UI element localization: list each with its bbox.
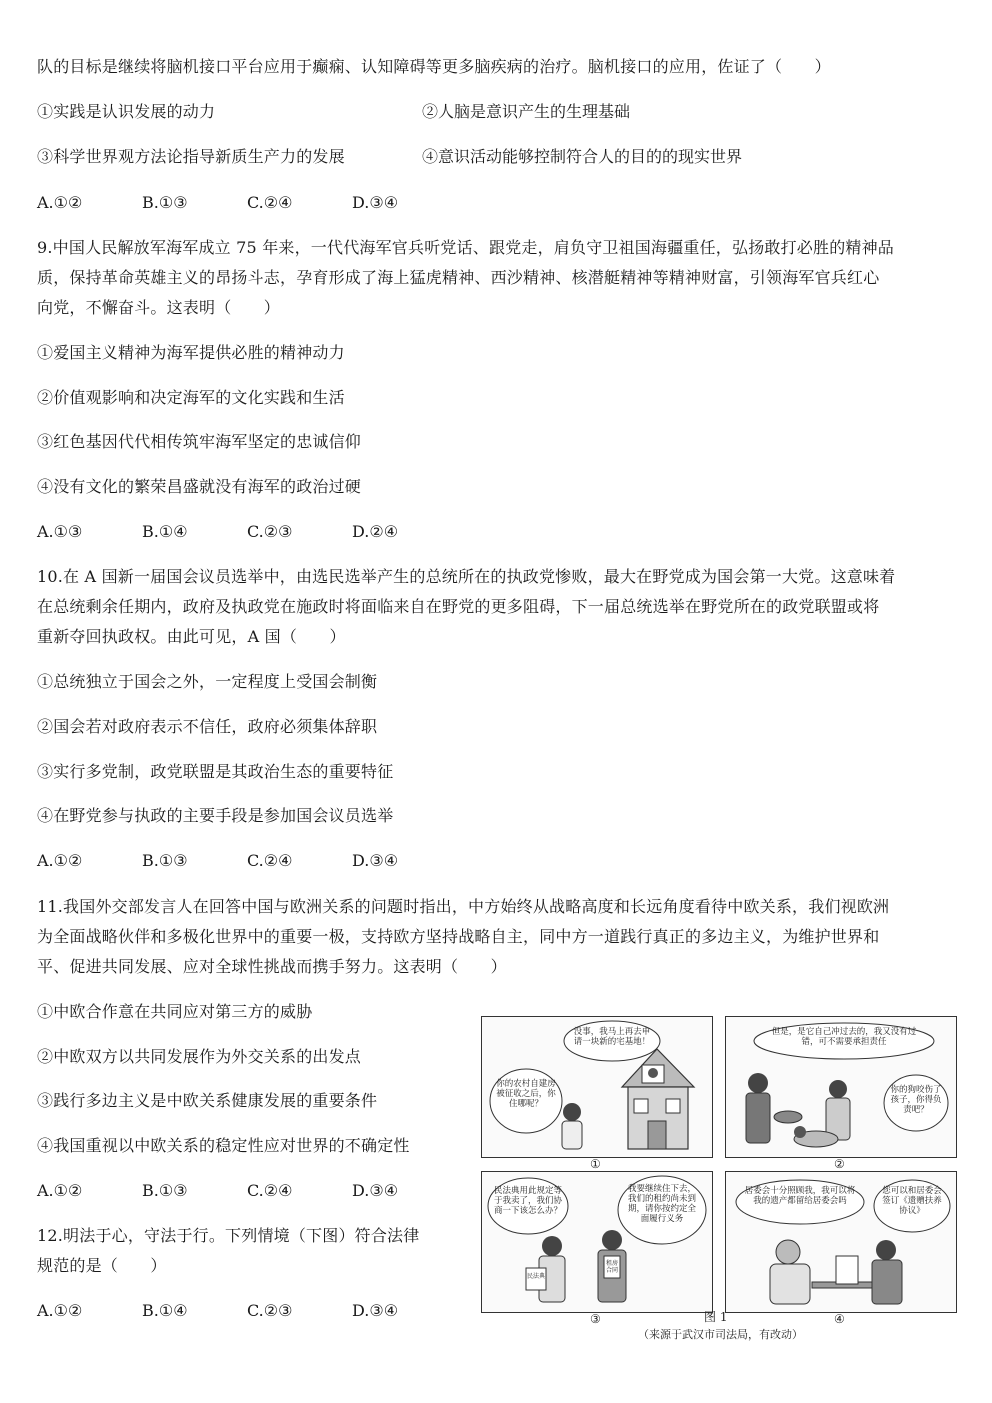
panel-1-bubble-a: 没事，我马上再去申请一块新的宅基地！ xyxy=(573,1027,651,1047)
panel-3-sign-left: 民法典 xyxy=(526,1273,545,1280)
panel-3-sign-right: 租房合同 xyxy=(605,1260,618,1274)
q8-answer-choices xyxy=(37,192,457,214)
q9-option-2: ②价值观影响和决定海军的文化实践和生活 xyxy=(37,388,345,407)
panel-1-bubble-b: 你的农村自建房被征收之后，你住哪呢？ xyxy=(496,1079,556,1109)
panel-4-bubble-b: 您可以和居委会签订《遗赠扶养协议》 xyxy=(882,1186,942,1216)
q10-option-1: ①总统独立于国会之外，一定程度上受国会制衡 xyxy=(37,672,378,691)
q8-choice-b[interactable]: B.①③ xyxy=(142,193,188,212)
q11-choice-c[interactable]: C.②④ xyxy=(247,1181,293,1200)
panel-3-bubble-b: 我要继续住下去，我们的租约尚未到期，请你按约定全面履行义务 xyxy=(627,1184,696,1224)
figure-source: （来源于武汉市司法局，有改动） xyxy=(638,1328,803,1341)
q9-option-4: ④没有文化的繁荣昌盛就没有海军的政治过硬 xyxy=(37,477,362,496)
panel-2-bubble-b: 你的狗咬伤了孩子，你得负责吧？ xyxy=(890,1085,942,1115)
q11-answer-choices xyxy=(37,1180,457,1202)
q10-choice-b[interactable]: B.①③ xyxy=(142,851,188,870)
q10-stem-line-2: 在总统剩余任期内，政府及执政党在施政时将面临来自在野党的更多阻碍，下一届总统选举在野党所在的政党联盟或将 xyxy=(37,597,880,616)
q11-option-2: ②中欧双方以共同发展作为外交关系的出发点 xyxy=(37,1047,362,1066)
q11-choice-d[interactable]: D.③④ xyxy=(352,1181,399,1200)
comic-panel-3 xyxy=(481,1171,713,1313)
q11-stem-line-3: 平、促进共同发展、应对全球性挑战而携手努力。这表明（ ） xyxy=(37,957,507,976)
q9-option-1: ①爱国主义精神为海军提供必胜的精神动力 xyxy=(37,343,345,362)
q9-stem-line-2: 质，保持革命英雄主义的昂扬斗志，孕育形成了海上猛虎精神、西沙精神、核潜艇精神等精神财富，引领海军官兵红心 xyxy=(37,268,880,287)
q12-choice-d[interactable]: D.③④ xyxy=(352,1301,399,1320)
q9-choice-c[interactable]: C.②③ xyxy=(247,522,293,541)
q11-option-1: ①中欧合作意在共同应对第三方的威胁 xyxy=(37,1002,313,1021)
q9-option-3: ③红色基因代代相传筑牢海军坚定的忠诚信仰 xyxy=(37,432,362,451)
q11-choice-b[interactable]: B.①③ xyxy=(142,1181,188,1200)
q11-option-4: ④我国重视以中欧关系的稳定性应对世界的不确定性 xyxy=(37,1136,410,1155)
q9-choice-a[interactable]: A.①③ xyxy=(37,522,83,541)
panel-3-number: ③ xyxy=(590,1312,601,1326)
figure-title: 图 1 xyxy=(704,1310,728,1324)
panel-2-number: ② xyxy=(834,1157,845,1171)
q8-option-2: ②人脑是意识产生的生理基础 xyxy=(422,102,631,121)
panel-4-bubble-a: 居委会十分照顾我，我可以将我的遗产都留给居委会吗 xyxy=(744,1186,856,1206)
panel-4-number: ④ xyxy=(834,1312,845,1326)
q11-choice-a[interactable]: A.①② xyxy=(37,1181,83,1200)
comic-panel-4 xyxy=(725,1171,957,1313)
q10-choice-d[interactable]: D.③④ xyxy=(352,851,399,870)
q9-answer-choices xyxy=(37,521,457,543)
q12-answer-choices xyxy=(37,1300,457,1322)
q12-choice-c[interactable]: C.②③ xyxy=(247,1301,293,1320)
q12-stem-line-2: 规范的是（ ） xyxy=(37,1256,167,1275)
q8-option-3: ③科学世界观方法论指导新质生产力的发展 xyxy=(37,147,345,166)
q11-option-3: ③践行多边主义是中欧关系健康发展的重要条件 xyxy=(37,1091,378,1110)
q10-stem-line-3: 重新夺回执政权。由此可见，A 国（ ） xyxy=(37,627,346,646)
q10-stem-line-1: 10.在 A 国新一届国会议员选举中，由选民选举产生的总统所在的执政党惨败，最大在野党成为国会第一大党。这意味着 xyxy=(37,567,896,586)
q9-choice-d[interactable]: D.②④ xyxy=(352,522,399,541)
q10-choice-c[interactable]: C.②④ xyxy=(247,851,293,870)
q10-choice-a[interactable]: A.①② xyxy=(37,851,83,870)
q8-choice-d[interactable]: D.③④ xyxy=(352,193,399,212)
comic-panel-2 xyxy=(725,1016,957,1158)
q10-option-4: ④在野党参与执政的主要手段是参加国会议员选举 xyxy=(37,806,394,825)
q9-stem-line-3: 向党，不懈奋斗。这表明（ ） xyxy=(37,298,281,317)
q11-stem-line-1: 11.我国外交部发言人在回答中国与欧洲关系的问题时指出，中方始终从战略高度和长远角度看待中欧关系，我们视欧洲 xyxy=(37,897,890,916)
q10-option-3: ③实行多党制，政党联盟是其政治生态的重要特征 xyxy=(37,762,394,781)
q12-choice-b[interactable]: B.①④ xyxy=(142,1301,188,1320)
comic-panel-1 xyxy=(481,1016,713,1158)
q12-choice-a[interactable]: A.①② xyxy=(37,1301,83,1320)
q9-stem-line-1: 9.中国人民解放军海军成立 75 年来，一代代海军官兵听党话、跟党走，肩负守卫祖国海疆重任，弘扬敢打必胜的精神品 xyxy=(37,238,894,257)
q12-stem-line-1: 12.明法于心，守法于行。下列情境（下图）符合法律 xyxy=(37,1226,420,1245)
panel-1-number: ① xyxy=(590,1157,601,1171)
panel-3-bubble-a: 民法典用此规定等于我卖了，我们协商一下该怎么办？ xyxy=(494,1186,563,1216)
q8-stem-tail: 队的目标是继续将脑机接口平台应用于癫痫、认知障碍等更多脑疾病的治疗。脑机接口的应用，佐证了（ ） xyxy=(37,57,831,76)
q9-choice-b[interactable]: B.①④ xyxy=(142,522,188,541)
q8-option-4: ④意识活动能够控制符合人的目的的现实世界 xyxy=(422,147,743,166)
q10-option-2: ②国会若对政府表示不信任，政府必须集体辞职 xyxy=(37,717,378,736)
q8-choice-a[interactable]: A.①② xyxy=(37,193,83,212)
q8-choice-c[interactable]: C.②④ xyxy=(247,193,293,212)
q11-stem-line-2: 为全面战略伙伴和多极化世界中的重要一极，支持欧方坚持战略自主，同中方一道践行真正的多边主义，为维护世界和 xyxy=(37,927,880,946)
comic-figure xyxy=(478,1013,958,1353)
q10-answer-choices xyxy=(37,850,457,872)
q8-option-1: ①实践是认识发展的动力 xyxy=(37,102,216,121)
panel-2-bubble-a: 但是，是它自己冲过去的，我又没有过错，可不需要承担责任 xyxy=(771,1027,917,1047)
